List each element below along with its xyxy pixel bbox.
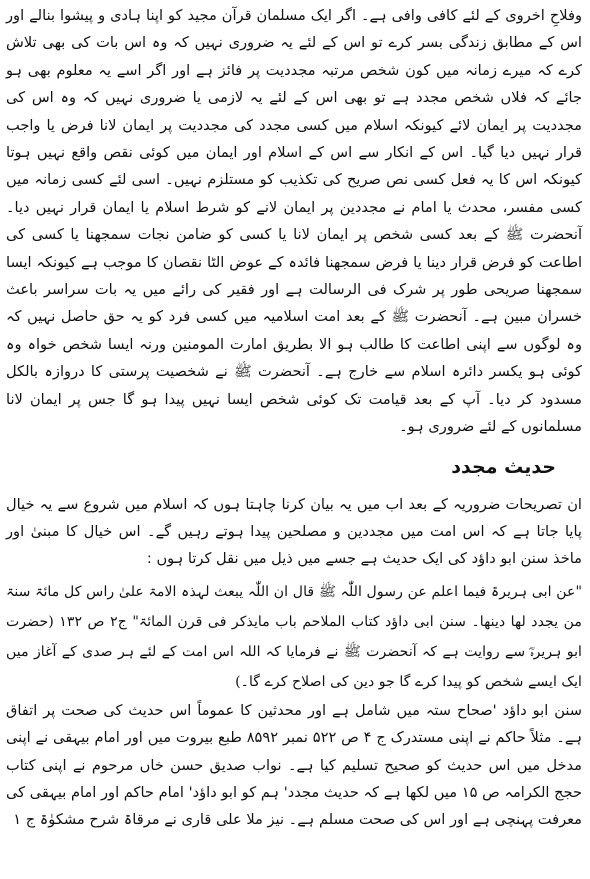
hadith-quote: "عن ابی ہریرۃ فیما اعلم عن رسول اللّٰہ ﷺ قال ان اللّٰہ یبعث لہذہ الامۃ علیٰ راس کل مائۃ سنۃ من یجدد لھا دینھا۔ سنن ابی داؤد کتاب الملاحم باب مایذکر فی قرن المائۃ" ج۲ ص ۱۳۲ (حضرت ابو ہریرہؓ سے روایت ہے کہ آنحضرت ﷺ نے فرمایا کہ اللہ اس امت کے لئے ہر صدی کے آغاز میں ایک ایسے شخص کو پیدا کرے گا جو دین کی اصلاح کرے گا۔) [6,583,582,690]
paragraph-authenticity: سنن ابو داؤد 'صحاح ستہ میں شامل ہے اور محدثین کا عموماً اس حدیث کی صحت پر اتفاق ہے۔ مثلاً حاکم نے اپنی مستدرک ج ۴ ص ۵۲۲ نمبر ۸۵۹۲ طبع بیروت میں اور امام بیہقی نے اپنی مدخل میں اس حدیث کو صحیح تسلیم کیا ہے۔ نواب صدیق حسن خاں مرحوم نے اپنی کتاب حجج الکرامہ ص ۱۵ میں لکھا ہے کہ حدیث مجدد' ہم کو ابو داؤد' امام حاکم اور امام بیہقی کی معرفت پہنچی ہے اور اس کی صحت مسلم ہے۔ نیز ملا علی قاری نے مرقاۃ شرح مشکوٰۃ ج ۱ [6,701,582,829]
section-heading: حدیث مجدد [451,455,556,478]
paragraph-hadith-intro: ان تصریحات ضروریہ کے بعد اب میں یہ بیان کرنا چاہتا ہوں کہ اسلام میں شروع سے یہ خیال پایا جاتا ہے کہ اس امت میں مجددین و مصلحین پیدا ہوتے رہیں گے۔ اس خیال کا مبنیٰ اور ماخذ سنن ابو داؤد کی ایک حدیث ہے جسے میں ذیل میں نقل کرتا ہوں : [6,495,582,568]
paragraph-intro: وفلاحِ اخروی کے لئے کافی وافی ہے۔ اگر ایک مسلمان قرآن مجید کو اپنا ہادی و پیشوا بنالے اور اس کے مطابق زندگی بسر کرے تو اس کے لئے یہ ضروری نہیں کہ وہ اس بات کی بھی تلاش کرے کہ میرے زمانہ میں کون شخص مرتبہ مجددیت پر فائز ہے اور اگر اسے یہ معلوم بھی ہو جائے کہ فلاں شخص مجدد ہے تو بھی اس کے لئے یہ لازمی یا ضروری نہیں کہ وہ اس کی مجددیت پر ایمان لائے کیونکہ اسلام میں کسی مجدد کی مجددیت پر ایمان لانا فرض یا واجب قرار نہیں دیا گیا۔ اس کے انکار سے اس کے اسلام اور ایمان میں کوئی نقص واقع نہیں ہوتا کیونکہ اس کا یہ فعل کسی نص صریح کی تکذیب کو مستلزم نہیں۔ اسی لئے کسی زمانہ میں کسی مفسر، محدث یا امام نے مجددین پر ایمان لانے کو شرط اسلام یا ایمان قرار نہیں دیا۔ آنحضرت ﷺ کے بعد کسی شخص پر ایمان لانا یا کسی کو ضامن نجات سمجھنا یا کسی کی اطاعت کو فرض قرار دینا یا فرض سمجھنا فائدہ کے عوض الٹا نقصان کا موجب ہے کیونکہ ایسا سمجھنا صریحی طور پر شرک فی الرسالت ہے اور فقیر کی رائے میں یہ بات سراسر باعث خسران مبین ہے۔ آنحضرت ﷺ کے بعد امت اسلامیہ میں کسی فرد کو یہ حق حاصل نہیں کہ وہ لوگوں سے اپنی اطاعت کا طالب ہو الا بطریق امارت المومنین ورنہ ایسا شخص خواہ وہ کوئی ہو یکسر دائرہ اسلام سے خارج ہے۔ آنحضرت ﷺ نے شخصیت پرستی کا دروازہ بالکل مسدود کر دیا۔ آپ کے بعد قیامت تک کوئی شخص ایسا نہیں پیدا ہو گا جس پر ایمان لانا مسلمانوں کے لئے ضروری ہو۔ [6,7,582,436]
